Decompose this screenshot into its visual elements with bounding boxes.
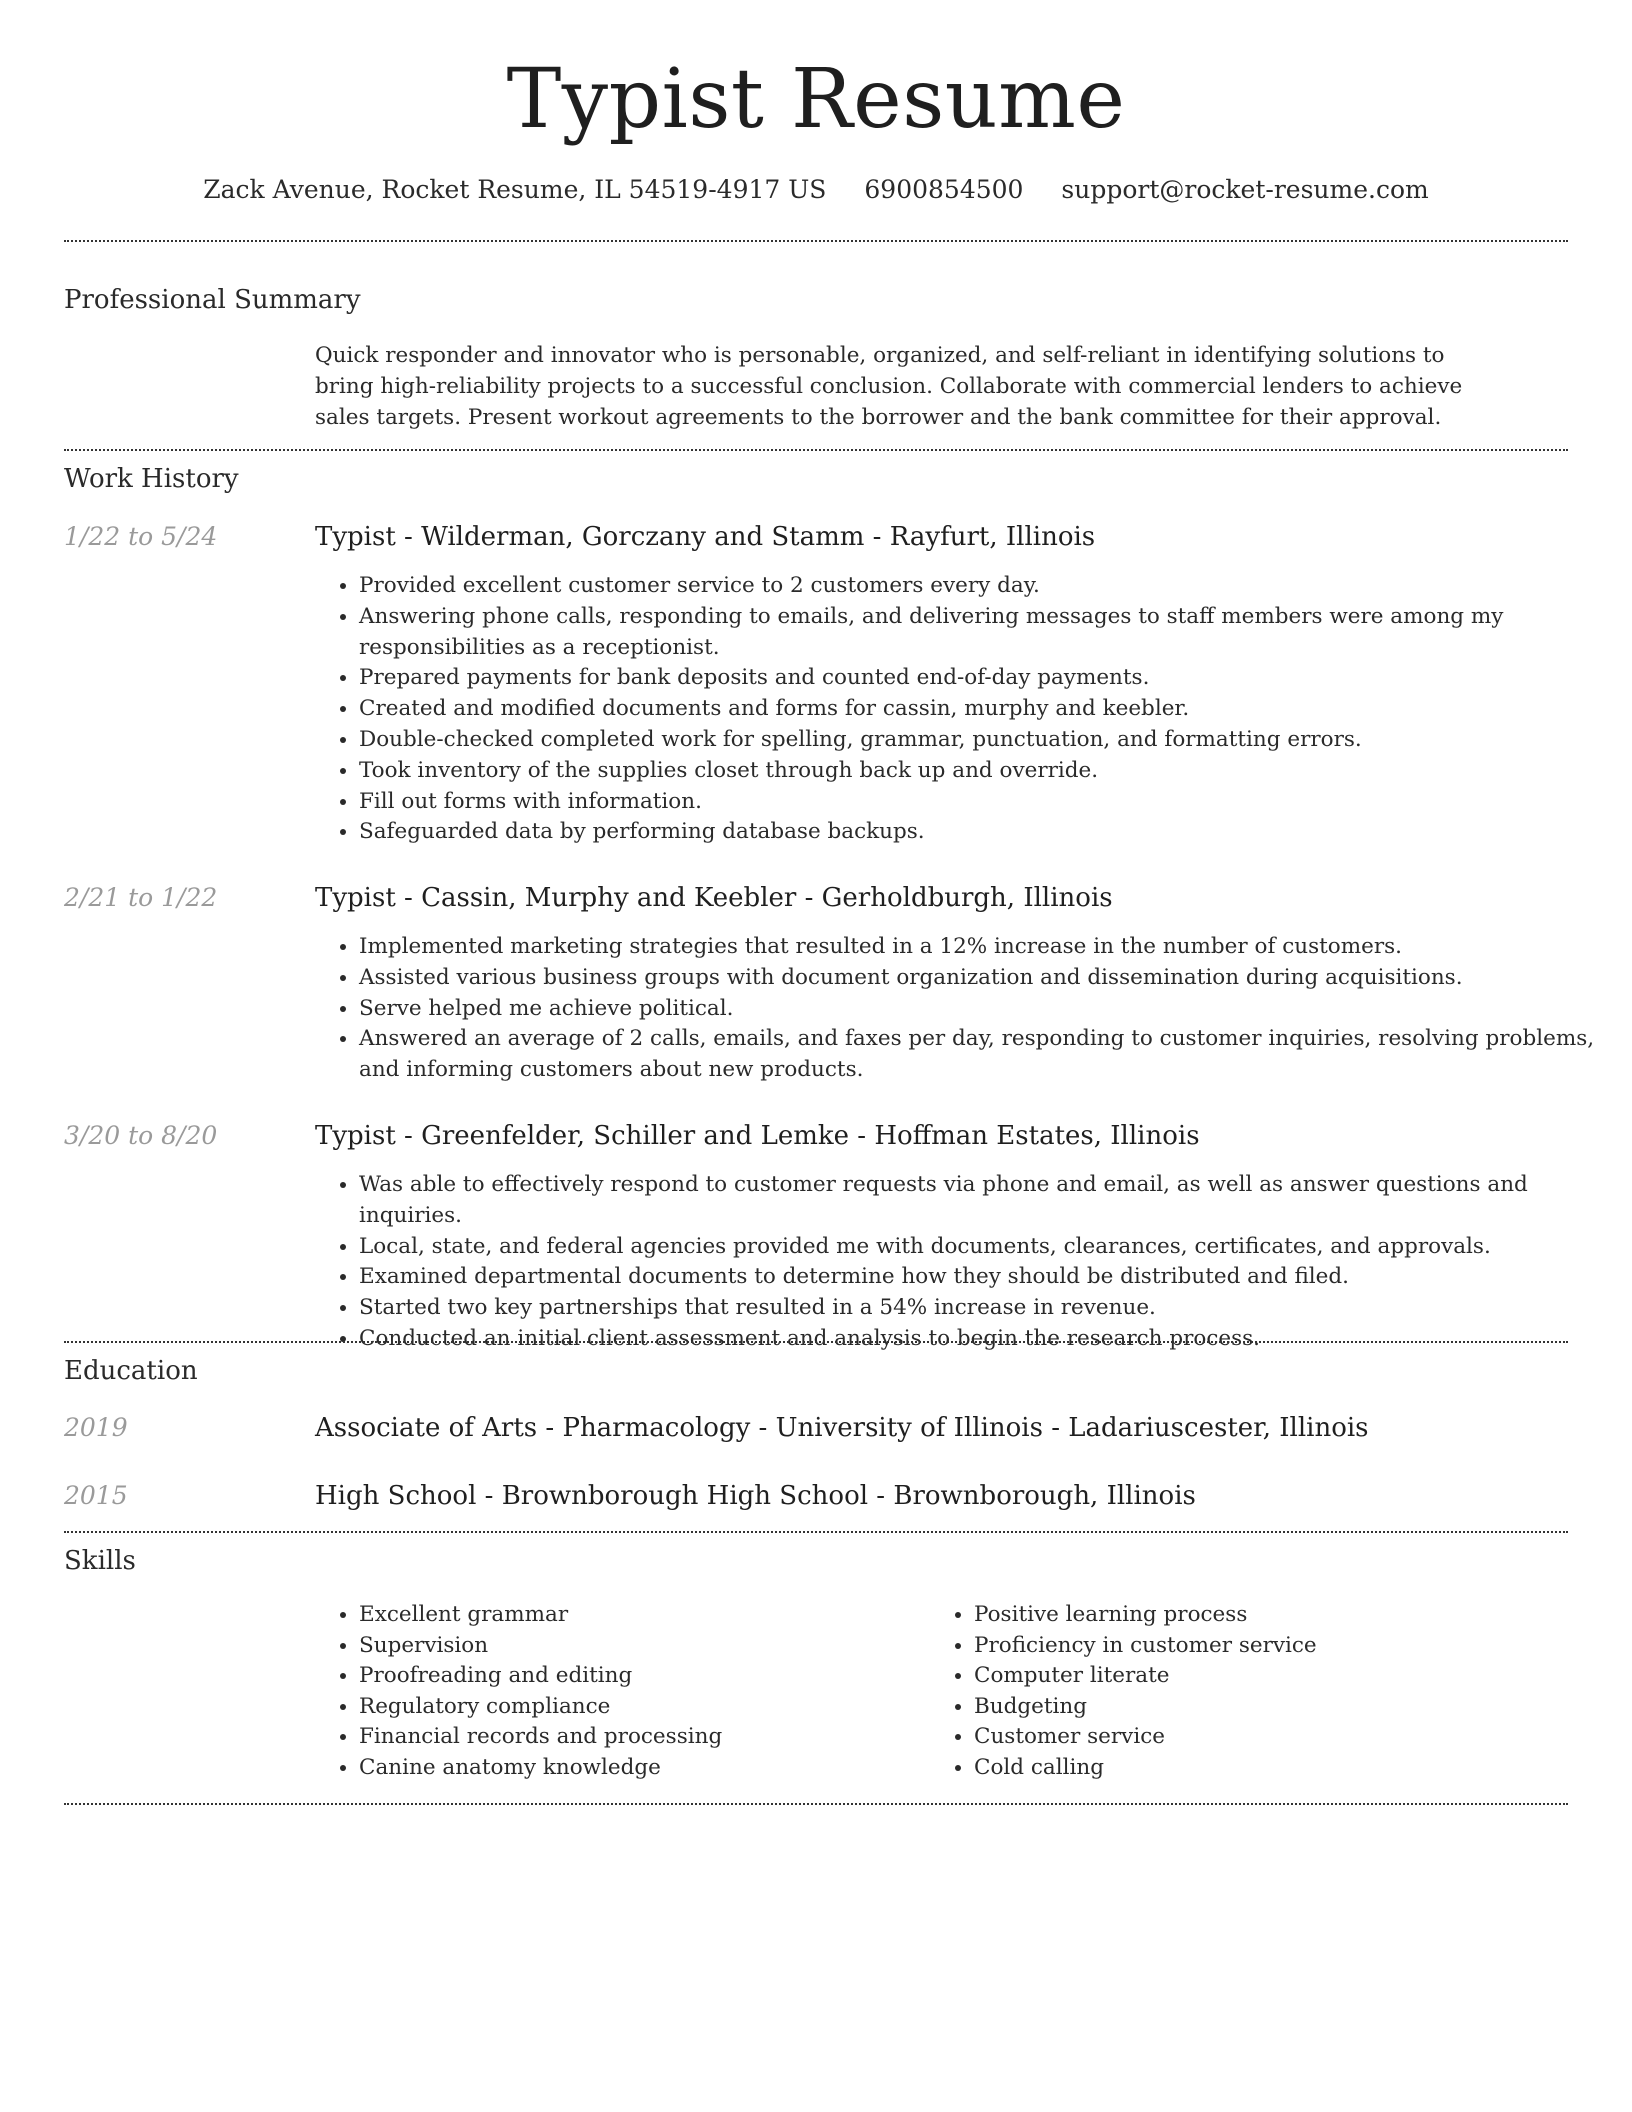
education-entry: Associate of Arts - Pharmacology - University of Illinois - Ladariuscester, Illinois: [315, 1413, 1369, 1443]
skills-list-right: [930, 1600, 1534, 1784]
list-item: • Fill out forms with information.: [359, 787, 1549, 818]
contact-address: Zack Avenue, Rocket Resume, IL 54519-4917 US: [203, 175, 827, 204]
section-divider: [64, 1531, 1568, 1533]
list-item: • Started two key partnerships that resulted in a 54% increase in revenue.: [359, 1293, 1609, 1324]
list-item: • Proficiency in customer service: [974, 1631, 1534, 1662]
skills-list-left: [315, 1600, 919, 1784]
education-year: 2019: [64, 1413, 128, 1442]
skills-section-title: Skills: [64, 1546, 136, 1576]
list-item: • Canine anatomy knowledge: [359, 1753, 919, 1784]
list-item: • Safeguarded data by performing database backups.: [359, 817, 1549, 848]
list-item: • Positive learning process: [974, 1600, 1534, 1631]
list-item: • Excellent grammar: [359, 1600, 919, 1631]
list-item: • Budgeting: [974, 1692, 1534, 1723]
job-title: Typist - Cassin, Murphy and Keebler - Gerholdburgh, Illinois: [315, 883, 1113, 913]
list-item: • Implemented marketing strategies that resulted in a 12% increase in the number of customers.: [359, 932, 1599, 963]
list-item: • Provided excellent customer service to 2 customers every day.: [359, 571, 1549, 602]
list-item: • Customer service: [974, 1722, 1534, 1753]
list-item: • Proofreading and editing: [359, 1661, 919, 1692]
job-bullet-list: [315, 571, 1549, 848]
list-item: • Local, state, and federal agencies provided me with documents, clearances, certificates, and approvals.: [359, 1232, 1609, 1263]
job-dates: 2/21 to 1/22: [64, 883, 218, 912]
list-item: • Cold calling: [974, 1753, 1534, 1784]
job-title: Typist - Greenfelder, Schiller and Lemke - Hoffman Estates, Illinois: [315, 1121, 1200, 1151]
list-item: • Conducted an initial client assessment and analysis to begin the research process.: [359, 1324, 1609, 1355]
job-title: Typist - Wilderman, Gorczany and Stamm - Rayfurt, Illinois: [315, 522, 1096, 552]
page-title: Typist Resume: [506, 52, 1126, 147]
job-dates: 3/20 to 8/20: [64, 1121, 218, 1150]
list-item: • Serve helped me achieve political.: [359, 994, 1599, 1025]
education-section-title: Education: [64, 1356, 198, 1386]
job-dates: 1/22 to 5/24: [64, 522, 218, 551]
work-history-section-title: Work History: [64, 464, 239, 494]
contact-line: [0, 174, 1632, 206]
list-item: • Regulatory compliance: [359, 1692, 919, 1723]
contact-email: support@rocket-resume.com: [1061, 175, 1429, 204]
job-bullet-list: [315, 932, 1599, 1086]
list-item: • Computer literate: [974, 1661, 1534, 1692]
education-year: 2015: [64, 1481, 128, 1510]
list-item: • Took inventory of the supplies closet through back up and override.: [359, 756, 1549, 787]
list-item: • Created and modified documents and forms for cassin, murphy and keebler.: [359, 694, 1549, 725]
education-entry: High School - Brownborough High School - Brownborough, Illinois: [315, 1481, 1196, 1511]
list-item: • Was able to effectively respond to customer requests via phone and email, as well as answer questions and inquiries.: [359, 1170, 1609, 1232]
section-divider: [64, 1803, 1568, 1805]
list-item: • Answered an average of 2 calls, emails, and faxes per day, responding to customer inquiries, resolving problems, and informing customers about new products.: [359, 1024, 1599, 1086]
list-item: • Financial records and processing: [359, 1722, 919, 1753]
list-item: • Assisted various business groups with document organization and dissemination during acquisitions.: [359, 963, 1599, 994]
list-item: • Double-checked completed work for spelling, grammar, punctuation, and formatting errors.: [359, 725, 1549, 756]
section-divider: [64, 449, 1568, 451]
summary-section-title: Professional Summary: [64, 285, 361, 315]
list-item: • Supervision: [359, 1631, 919, 1662]
list-item: • Answering phone calls, responding to emails, and delivering messages to staff members were among my responsibilities as a receptionist.: [359, 602, 1549, 664]
resume-header: [0, 0, 1632, 206]
summary-text: Quick responder and innovator who is personable, organized, and self-reliant in identifying solutions to bring high-reliability projects to a successful conclusion. Collaborate with commercial lenders to achieve sales targets. Present workout agreements to the borrower and the bank committee for their approval.: [315, 343, 1463, 430]
list-item: • Prepared payments for bank deposits and counted end-of-day payments.: [359, 663, 1549, 694]
job-bullet-list: [315, 1170, 1609, 1355]
list-item: • Examined departmental documents to determine how they should be distributed and filed.: [359, 1262, 1609, 1293]
contact-phone: 6900854500: [864, 175, 1024, 204]
section-divider: [64, 240, 1568, 242]
section-divider: [64, 1341, 1568, 1343]
